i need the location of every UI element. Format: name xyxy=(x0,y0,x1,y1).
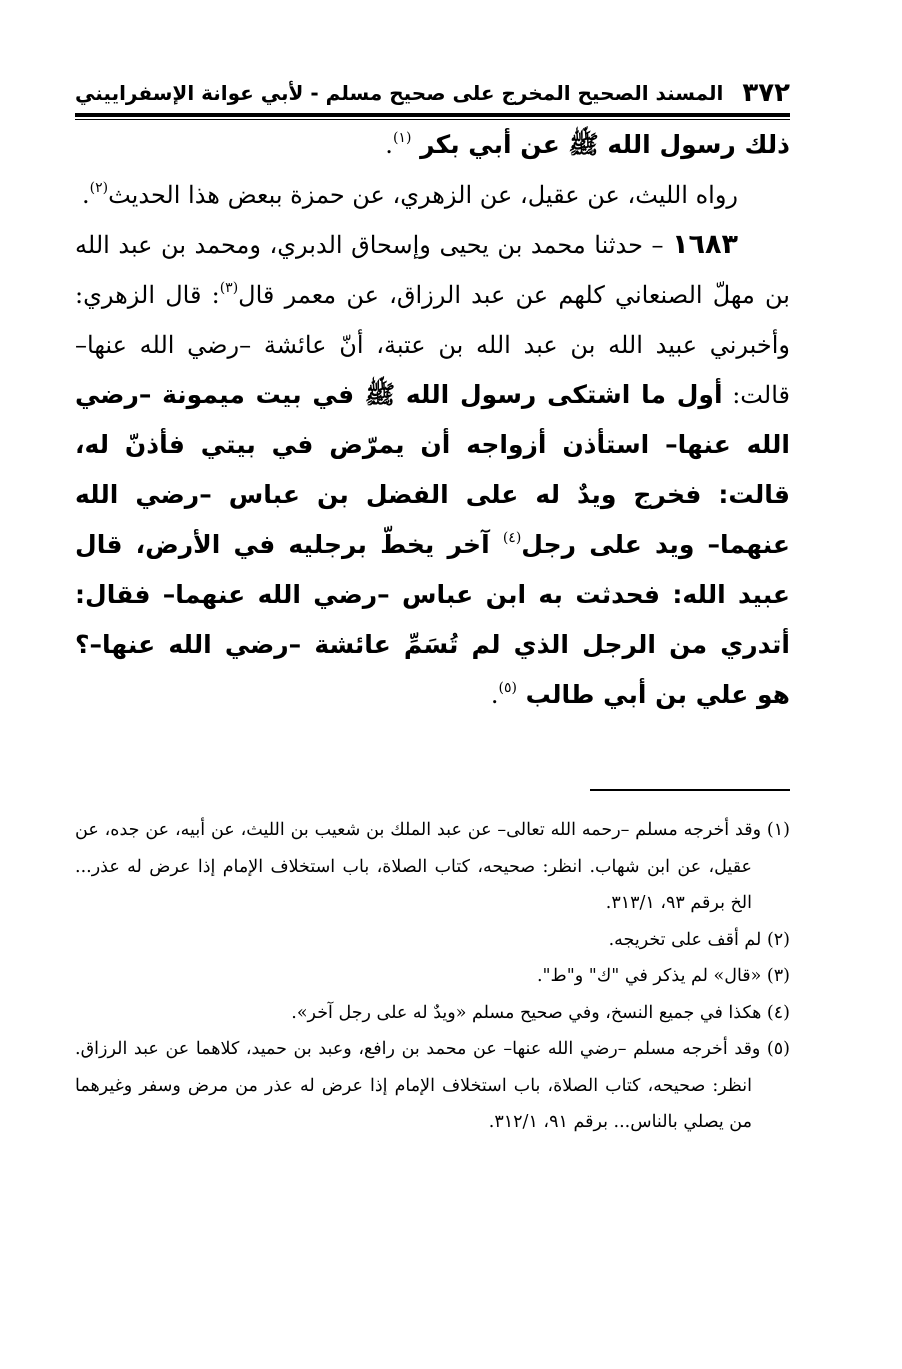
period: . xyxy=(385,131,393,159)
footnote-ref: (٤) xyxy=(502,530,522,546)
footnotes xyxy=(75,812,790,1212)
dash: – xyxy=(642,231,673,259)
footnote-ref: (٥) xyxy=(498,680,517,696)
footnote-ref: (١) xyxy=(392,130,412,146)
footnote-3: (٣) «قال» لم يذكر في "ك" و"ط". xyxy=(536,966,790,986)
page-header xyxy=(75,72,790,108)
isnad-text: حدثنا محمد بن يحيى وإسحاق الدبري، ومحمد بن عبد الله بن مهلّ الصنعاني كلهم عن عبد الرزاق، عن معمر قال xyxy=(75,231,790,309)
header-rule-thick xyxy=(75,113,790,117)
matn-text: آخر يخطّ برجليه في الأرض، قال عبيد الله: فحدثت به ابن عباس –رضي الله عنهما– فقال: أتدري من الرجل الذي لم تُسَمِّ عائشة –رضي الله عنها–؟ هو علي بن أبي طالب xyxy=(75,530,790,709)
bold-text: ذلك رسول الله ﷺ عن أبي بكر xyxy=(411,130,790,159)
text: رواه الليث، عن عقيل، عن الزهري، عن حمزة ببعض هذا الحديث xyxy=(108,181,738,209)
page-number: ٣٧٢ xyxy=(742,78,790,108)
footnote-ref: (٢) xyxy=(89,180,109,196)
running-title: المسند الصحيح المخرج على صحيح مسلم - لأبي عوانة الإسفراييني xyxy=(75,81,724,105)
footnote-1: (١) وقد أخرجه مسلم –رحمه الله تعالى– عن عبد الملك بن شعيب بن الليث، عن أبيه، عن جده، عن عقيل، عن ابن شهاب. انظر: صحيحه، كتاب الصلاة، باب استخلاف الإمام إذا عرض له عذر... الخ برقم ٩٣، ٣١٣/١. xyxy=(75,820,790,913)
hadith-number: ١٦٨٣ xyxy=(672,229,738,260)
period: . xyxy=(81,181,90,209)
matn-text: أول ما اشتكى رسول الله ﷺ في بيت ميمونة –رضي الله عنها– استأذن أزواجه أن يمرّض في بيتي فأذنّ له، قالت: فخرج ويدٌ له على الفضل بن عباس –رضي الله عنهما– ويد على رجل xyxy=(75,380,790,559)
footnote-separator xyxy=(590,789,790,791)
footnote-2: (٢) لم أقف على تخريجه. xyxy=(608,929,790,950)
paragraph-1 xyxy=(75,120,790,170)
period: . xyxy=(490,681,499,709)
footnote-5: (٥) وقد أخرجه مسلم –رضي الله عنها– عن محمد بن رافع، وعبد بن حميد، كلاهما عن عبد الرزاق. انظر: صحيحه، كتاب الصلاة، باب استخلاف الإمام إذا عرض له عذر من مرض وسفر وغيرهما من يصلي بالناس... برقم ٩١، ٣١٢/١. xyxy=(75,1039,790,1132)
main-text xyxy=(75,120,790,760)
footnote-4: (٤) هكذا في جميع النسخ، وفي صحيح مسلم «ويدٌ له على رجل آخر». xyxy=(291,1002,790,1023)
footnote-ref: (٣) xyxy=(219,280,239,296)
isnad-text: : قال الزهري: وأخبرني عبيد الله بن عبد الله بن عتبة، أنّ عائشة –رضي الله عنها– قالت: xyxy=(75,281,790,409)
paragraph-2 xyxy=(75,170,790,220)
hadith-paragraph xyxy=(75,220,790,720)
